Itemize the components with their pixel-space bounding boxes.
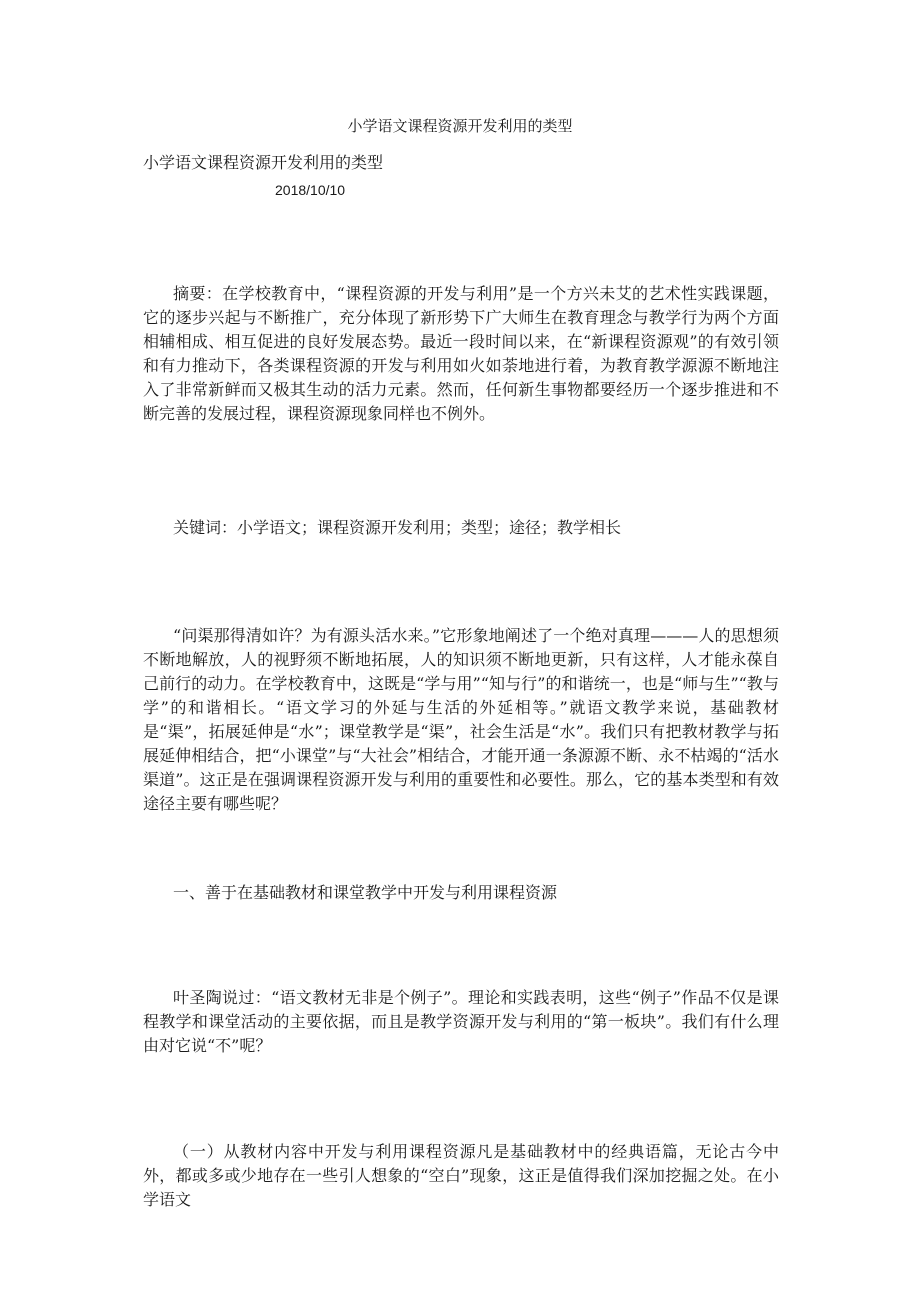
document-title: 小学语文课程资源开发利用的类型 <box>347 117 573 135</box>
subsection-paragraph: （一）从教材内容中开发与利用课程资源凡是基础教材中的经典语篇，无论古今中外，都或多或少地存在一些引人想象的“空白”现象，这正是值得我们深加挖掘之处。在小学语文 <box>143 1142 779 1209</box>
body-paragraph: 叶圣陶说过：“语文教材无非是个例子”。理论和实践表明，这些“例子”作品不仅是课程教学和课堂活动的主要依据，而且是教学资源开发与利用的“第一板块”。我们有什么理由对它说“不”呢？ <box>143 988 779 1055</box>
section-heading: 一、善于在基础教材和课堂教学中开发与利用课程资源 <box>173 883 558 902</box>
article-title: 小学语文课程资源开发利用的类型 <box>143 153 384 172</box>
intro-paragraph: “问渠那得清如许？为有源头活水来。”它形象地阐述了一个绝对真理———人的思想须不断地解放，人的视野须不断地拓展，人的知识须不断地更新，只有这样，人才能永葆自己前行的动力。在学校教育中，这既是“学与用”“知与行”的和谐统一，也是“师与生”“教与学”的和谐相长。“语文学习的外延与生活的外延相等。”就语文教学来说，基础教材是“渠”，拓展延伸是“水”；课堂教学是“渠”，社会生活是“水”。我们只有把教材教学与拓展延伸相结合，把“小课堂”与“大社会”相结合，才能开通一条源源不断、永不枯竭的“活水渠道”。这正是在强调课程资源开发与利用的重要性和必要性。那么，它的基本类型和有效途径主要有哪些呢？ <box>143 626 779 813</box>
publish-date: 2018/10/10 <box>275 182 346 198</box>
keywords-paragraph: 关键词：小学语文；课程资源开发利用；类型；途径；教学相长 <box>173 518 622 537</box>
abstract-paragraph: 摘要：在学校教育中，“课程资源的开发与利用”是一个方兴未艾的艺术性实践课题，它的逐步兴起与不断推广，充分体现了新形势下广大师生在教育理念与教学行为两个方面相辅相成、相互促进的良好发展态势。最近一段时间以来，在“新课程资源观”的有效引领和有力推动下，各类课程资源的开发与利用如火如荼地进行着，为教育教学源源不断地注入了非常新鲜而又极其生动的活力元素。然而，任何新生事物都要经历一个逐步推进和不断完善的发展过程，课程资源现象同样也不例外。 <box>143 284 779 423</box>
